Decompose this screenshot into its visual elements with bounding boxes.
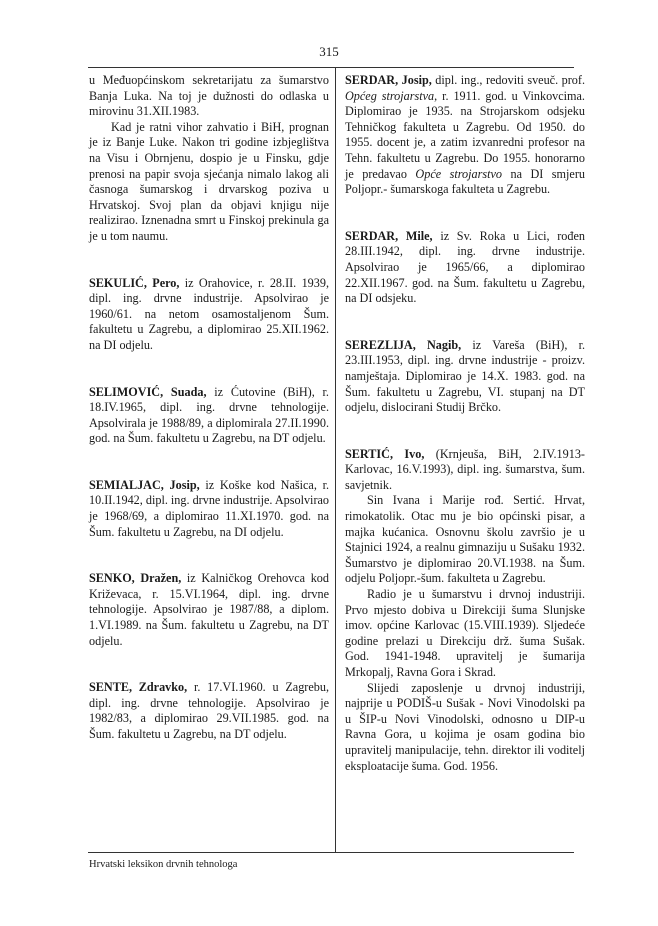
entry-text: iz Sv. Roka u Lici, rođen 28.III.1942, dipl. ing. drvne industrije. Apsolvirao je 1965/66, a diplomirao 22.XII.1967. god. na Šum. fakultetu u Zagrebu, na DI odsjeku. bbox=[345, 228, 585, 306]
course-title: Opće strojarstvo bbox=[415, 166, 502, 181]
running-footer: Hrvatski leksikon drvnih tehnologa bbox=[89, 859, 238, 870]
continuation-paragraph: u Međuopćinskom sekretarijatu za šumarstvo Banja Luka. Na toj je dužnosti do odlaska u mirovinu 31.XII.1983. bbox=[89, 73, 329, 119]
entry-text: (Krnjeuša, BiH, 2.IV.1913-Karlovac, 16.V.1993), dipl. ing. šumarstva, šum. savjetnik. bbox=[345, 446, 585, 492]
lexicon-entry bbox=[89, 276, 329, 354]
header-rule bbox=[88, 67, 574, 68]
entry-text: iz Orahovice, r. 28.II. 1939, dipl. ing. drvne industrije. Apsolvirao je 1960/61. na netom osamostaljenom Šum. fakultetu u Zagrebu, a diplomirao 25.XII.1962. na DI odjelu. bbox=[89, 275, 329, 352]
entry-text: iz Vareša (BiH), r. 23.III.1953, dipl. ing. drvne industrije - proizv. namještaja. Diplomirao je 14.X. 1983. god. na Šum. fakultetu u Zagrebu, VI. stupanj na DT odjelu, dislocirani Studij Brčko. bbox=[345, 337, 586, 415]
entry-name: SEKULIĆ, Pero, bbox=[89, 275, 180, 290]
left-column bbox=[89, 73, 329, 743]
entry-name: SERDAR, Josip, bbox=[345, 73, 432, 87]
entry-name: SELIMOVIĆ, Suada, bbox=[89, 384, 207, 399]
entry-name: SENKO, Dražen, bbox=[89, 571, 182, 586]
entry-text: , r. 1911. god. u Vinkovcima. Diplomirao je 1935. na Strojarskom odsjeku Tehničkog fakulteta u Zagrebu. Od 1950. do 1955. docent je, a zatim izvanredni profesor na Tehn. fakultetu u Zagrebu. Do 1955. honorarno je predavao bbox=[345, 88, 585, 181]
lexicon-entry bbox=[345, 338, 585, 416]
lexicon-entry bbox=[89, 680, 329, 742]
right-column bbox=[345, 73, 585, 774]
entry-text: iz Ćutovine (BiH), r. 18.IV.1965, dipl. ing. drvne tehnologije. Apsolvirala je 1988/89, a diplomirala 27.II.1990. god. na Šum. fakultetu u Zagrebu, na DT odjelu. bbox=[89, 384, 329, 446]
entry-name: SERDAR, Mile, bbox=[345, 228, 433, 243]
lexicon-entry bbox=[89, 478, 329, 540]
continuation-paragraph: Kad je ratni vihor zahvatio i BiH, prognan je iz Banje Luke. Nakon tri godine izbjeglištva na Visu i Obrnjenu, dospio je u Finsku, gdje prenosi na papir svoja sjećanja nimalo lakog ali časnoga šumarskog i drvarskog poziva u Hrvatskoj. Svoj plan da objavi knjigu nije realizirao. Iznenadna smrt u Finskoj prekinula ga je u tom naumu. bbox=[89, 119, 329, 243]
entry-text: iz Koške kod Našica, r. 10.II.1942, dipl. ing. drvne industrije. Apsolvirao je 1968/69, a diplomirao 11.XI.1970. god. na Šum. fakultetu u Zagrebu, na DI odjelu. bbox=[89, 477, 330, 539]
lexicon-entry bbox=[345, 73, 585, 198]
entry-text: na DI smjeru Poljopr.- šumarskoga fakulteta u Zagrebu. bbox=[345, 166, 585, 197]
lexicon-entry bbox=[345, 447, 585, 494]
column-divider bbox=[335, 67, 336, 852]
entry-text: r. 17.VI.1960. u Zagrebu, dipl. ing. drvne tehnologije. Apsolvirao je 1982/83, a diplomirao 29.VII.1985. god. na Šum. fakultetu u Zagrebu, na DT odjelu. bbox=[89, 680, 329, 741]
biography-paragraph: Radio je u šumarstvu i drvnoj industriji. Prvo mjesto dobiva u Direkciji šuma Slunjske imov. općine Karlovac (15.VIII.1939). Sljedeće godine prelazi u Direkciju drž. šuma Sušak. God. 1941-1948. upravitelj je šumarija Mrkopalj, Ravna Gora i Skrad. bbox=[345, 587, 585, 679]
lexicon-entry bbox=[89, 385, 329, 447]
entry-name: SEREZLIJA, Nagib, bbox=[345, 337, 462, 352]
entry-name: SEMIALJAC, Josip, bbox=[89, 477, 200, 492]
entry-text: iz Kalničkog Orehovca kod Križevaca, r. 15.VI.1964, dipl. ing. drvne tehnologije. Apsolvirao je 1987/88, a diplom. 1.VI.1989. na Šum. fakultetu u Zagrebu, na DT odjelu. bbox=[89, 571, 329, 648]
lexicon-entry bbox=[345, 229, 585, 307]
entry-name: SERTIĆ, Ivo, bbox=[345, 446, 425, 461]
page-number: 315 bbox=[319, 44, 339, 59]
lexicon-entry bbox=[89, 571, 329, 649]
entry-text: dipl. ing., redoviti sveuč. prof. bbox=[431, 73, 585, 87]
biography-paragraph: Sin Ivana i Marije rođ. Sertić. Hrvat, rimokatolik. Otac mu je bio općinski pisar, a majka kućanica. Osnovnu školu završio je u Stajnici 1924, a realnu gimnaziju u Sušaku 1932. Šumarstvo je diplomirao 20.VI.1938. na Šum. odjelu Poljopr.-šum. fakulteta u Zagrebu. bbox=[345, 493, 585, 586]
entry-name: SENTE, Zdravko, bbox=[89, 680, 188, 695]
footer-rule bbox=[88, 852, 574, 853]
biography-paragraph: Slijedi zaposlenje u drvnoj industriji, najprije u PODIŠ-u Sušak - Novi Vinodolski pa u ŠIP-u Novi Vinodolski, odnosno u DIP-u Ravna Gora, u kojima je osam godina bio upravitelj manipulacije, tehn. direktor ili voditelj eksploatacije šuma. God. 1956. bbox=[345, 680, 585, 773]
course-title: Općeg strojarstva bbox=[345, 88, 435, 103]
